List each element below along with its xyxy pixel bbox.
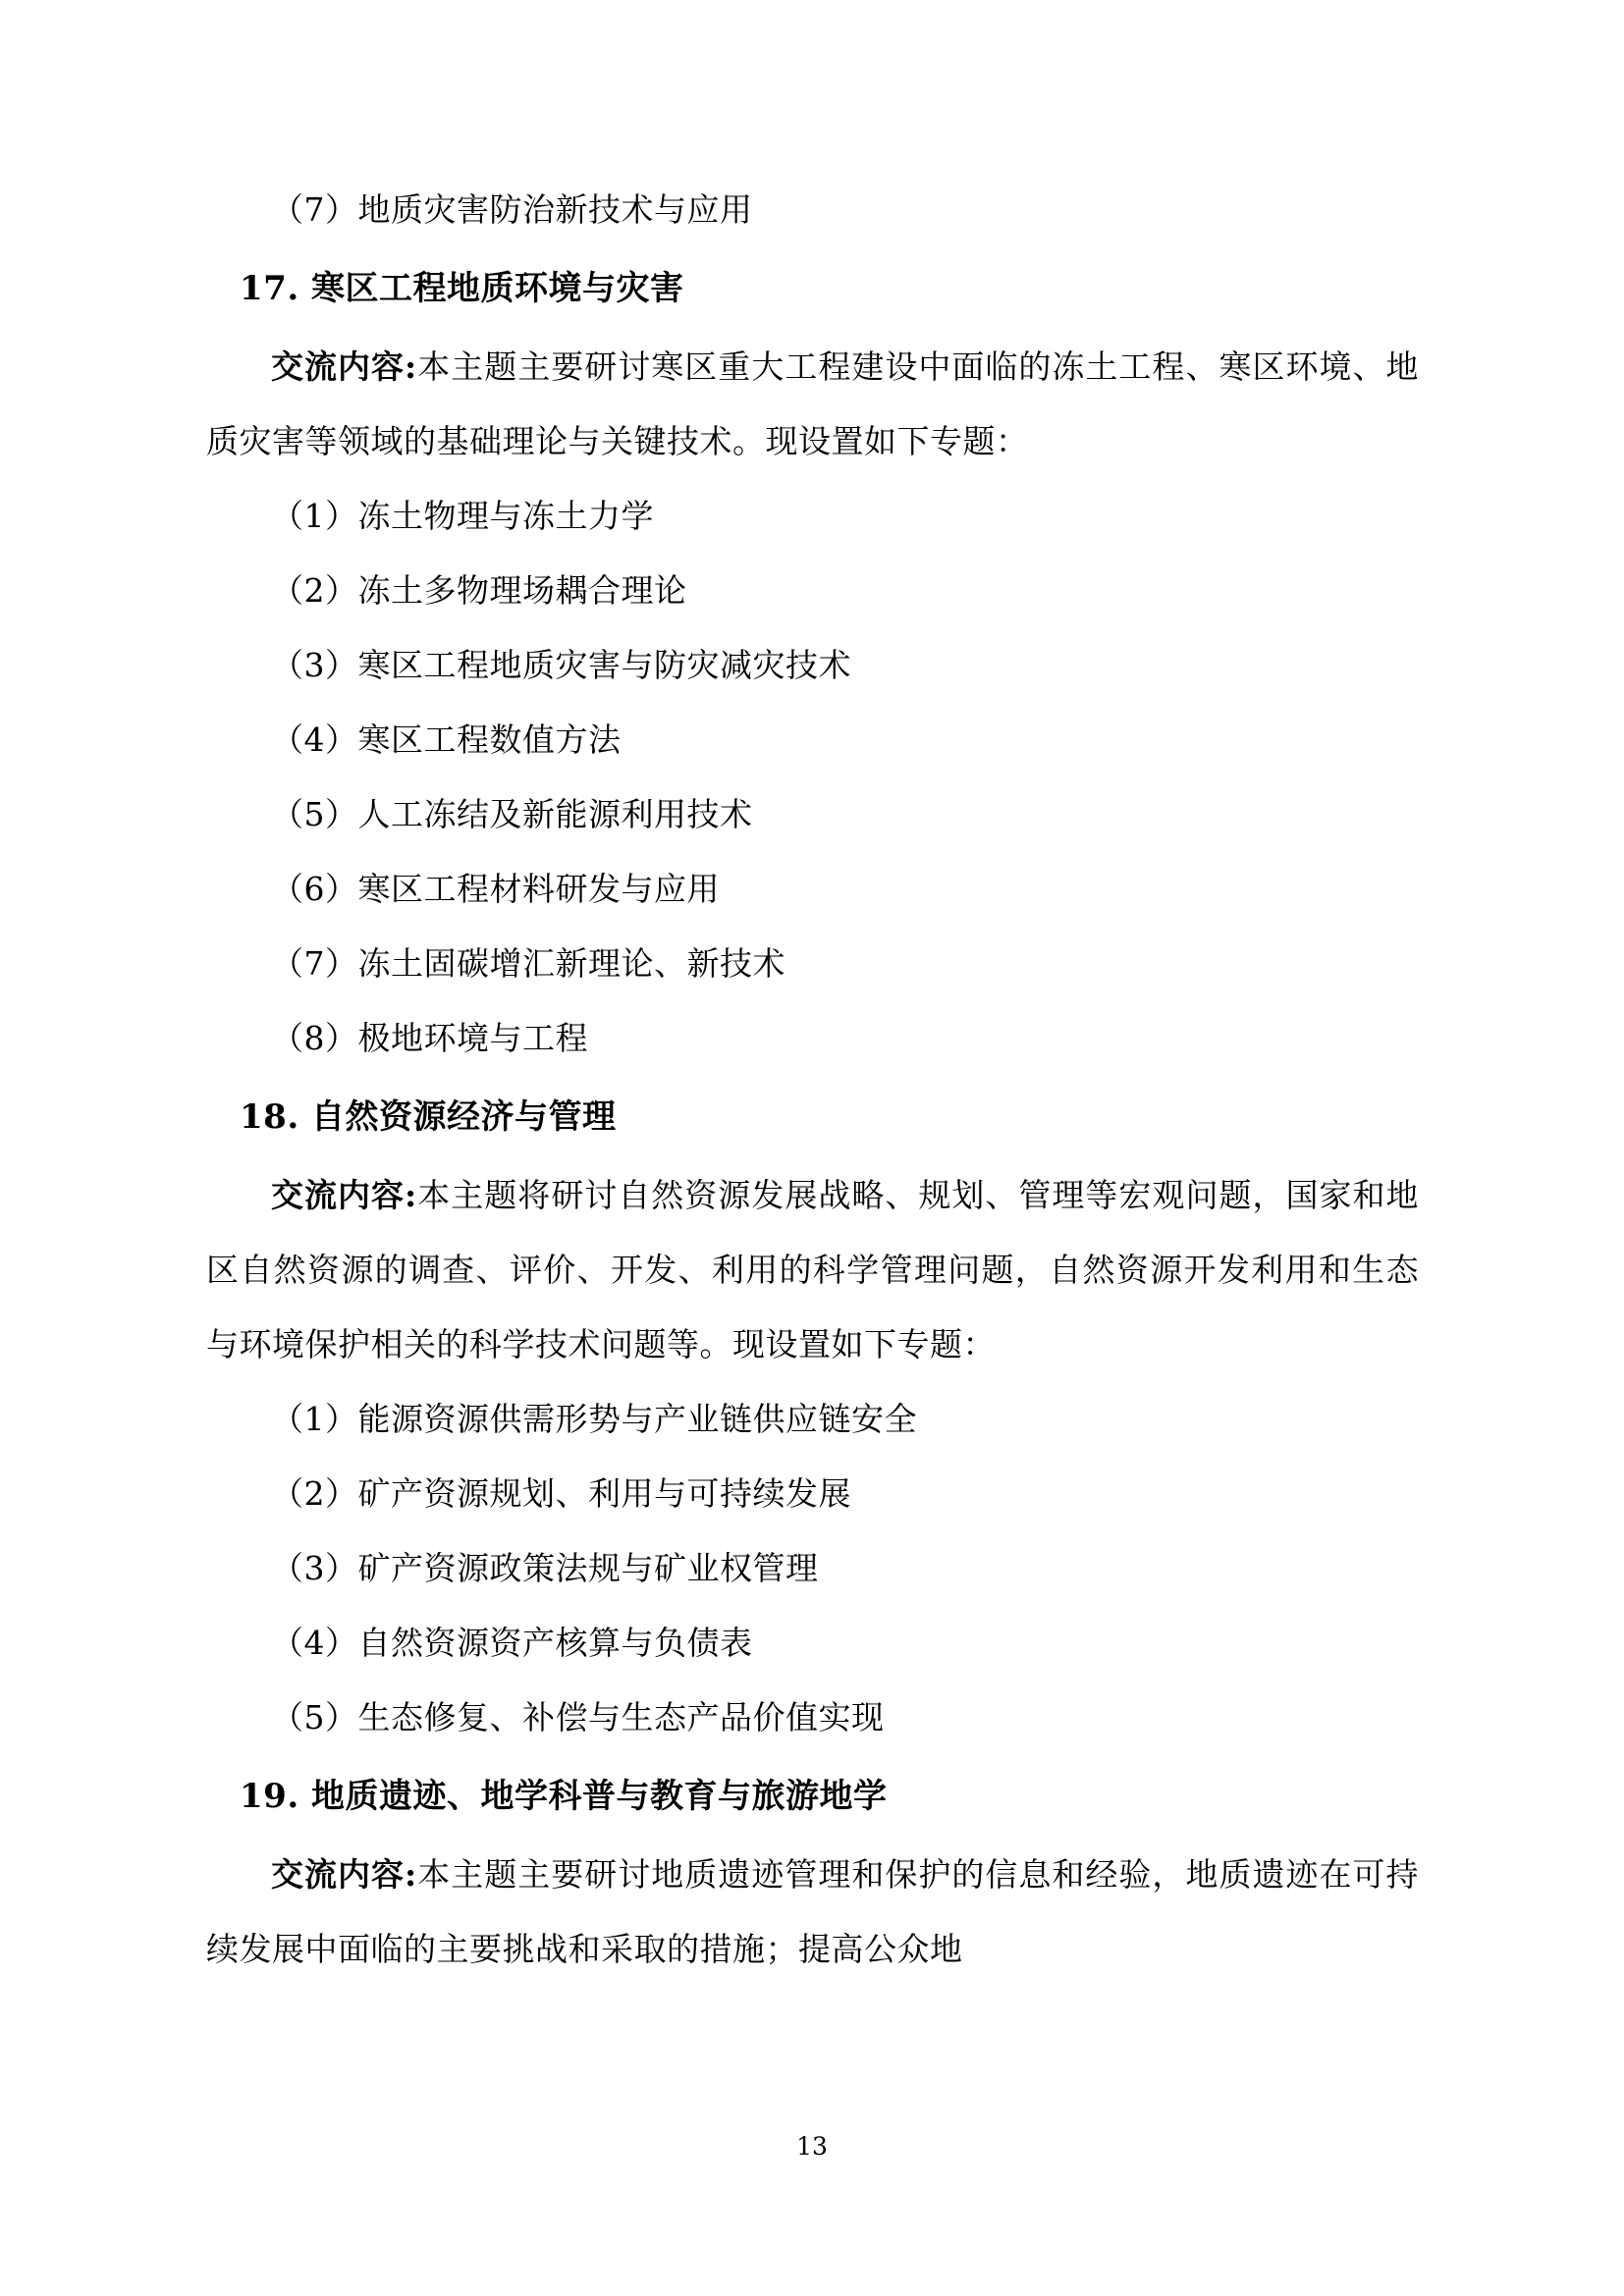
- section-heading-18: [206, 1076, 1419, 1158]
- section-17-intro: [206, 330, 1419, 479]
- list-item: （4）寒区工程数值方法: [271, 721, 622, 759]
- list-item: （3）矿产资源政策法规与矿业权管理: [271, 1549, 819, 1587]
- section-number: 18.: [240, 1097, 299, 1137]
- section-heading-17: [206, 247, 1419, 330]
- page-content: [206, 173, 1419, 1987]
- list-item: （7）冻土固碳增汇新理论、新技术: [271, 944, 785, 983]
- section-19-intro: [206, 1838, 1419, 1987]
- section-18-intro: [206, 1158, 1419, 1382]
- list-item: （6）寒区工程材料研发与应用: [271, 870, 720, 908]
- list-item: （1）能源资源供需形势与产业链供应链安全: [271, 1400, 917, 1438]
- list-item: （5）生态修复、补偿与生态产品价值实现: [271, 1698, 885, 1736]
- list-item: （3）寒区工程地质灾害与防灾减灾技术: [271, 646, 851, 684]
- section-title: 寒区工程地质环境与灾害: [311, 269, 684, 308]
- intro-label: 交流内容:: [271, 1176, 417, 1214]
- list-item: （5）人工冻结及新能源利用技术: [271, 795, 753, 833]
- section-title: 自然资源经济与管理: [311, 1097, 617, 1137]
- page-number: 13: [796, 2132, 828, 2161]
- list-item: （2）矿产资源规划、利用与可持续发展: [271, 1474, 851, 1513]
- intro-label: 交流内容:: [271, 1855, 417, 1894]
- intro-label: 交流内容:: [271, 347, 417, 386]
- section-number: 19.: [240, 1777, 299, 1816]
- section-number: 17.: [240, 269, 299, 308]
- list-item: （4）自然资源资产核算与负债表: [271, 1624, 753, 1662]
- intro-text: 本主题将研讨自然资源发展战略、规划、管理等宏观问题，国家和地区自然资源的调查、评价、开发、利用的科学管理问题，自然资源开发利用和生态与环境保护相关的科学技术问题等。现设置如下专题：: [206, 1176, 1419, 1363]
- list-item: （8）极地环境与工程: [271, 1019, 588, 1057]
- section-title: 地质遗迹、地学科普与教育与旅游地学: [311, 1777, 888, 1816]
- list-item: （7）地质灾害防治新技术与应用: [271, 190, 753, 229]
- intro-text: 本主题主要研讨寒区重大工程建设中面临的冻土工程、寒区环境、地质灾害等领域的基础理论与关键技术。现设置如下专题：: [206, 347, 1419, 460]
- section-heading-19: [206, 1755, 1419, 1838]
- list-item: （2）冻土多物理场耦合理论: [271, 571, 687, 610]
- list-item: （1）冻土物理与冻土力学: [271, 497, 654, 535]
- intro-text: 本主题主要研讨地质遗迹管理和保护的信息和经验，地质遗迹在可持续发展中面临的主要挑战和采取的措施；提高公众地: [206, 1855, 1419, 1968]
